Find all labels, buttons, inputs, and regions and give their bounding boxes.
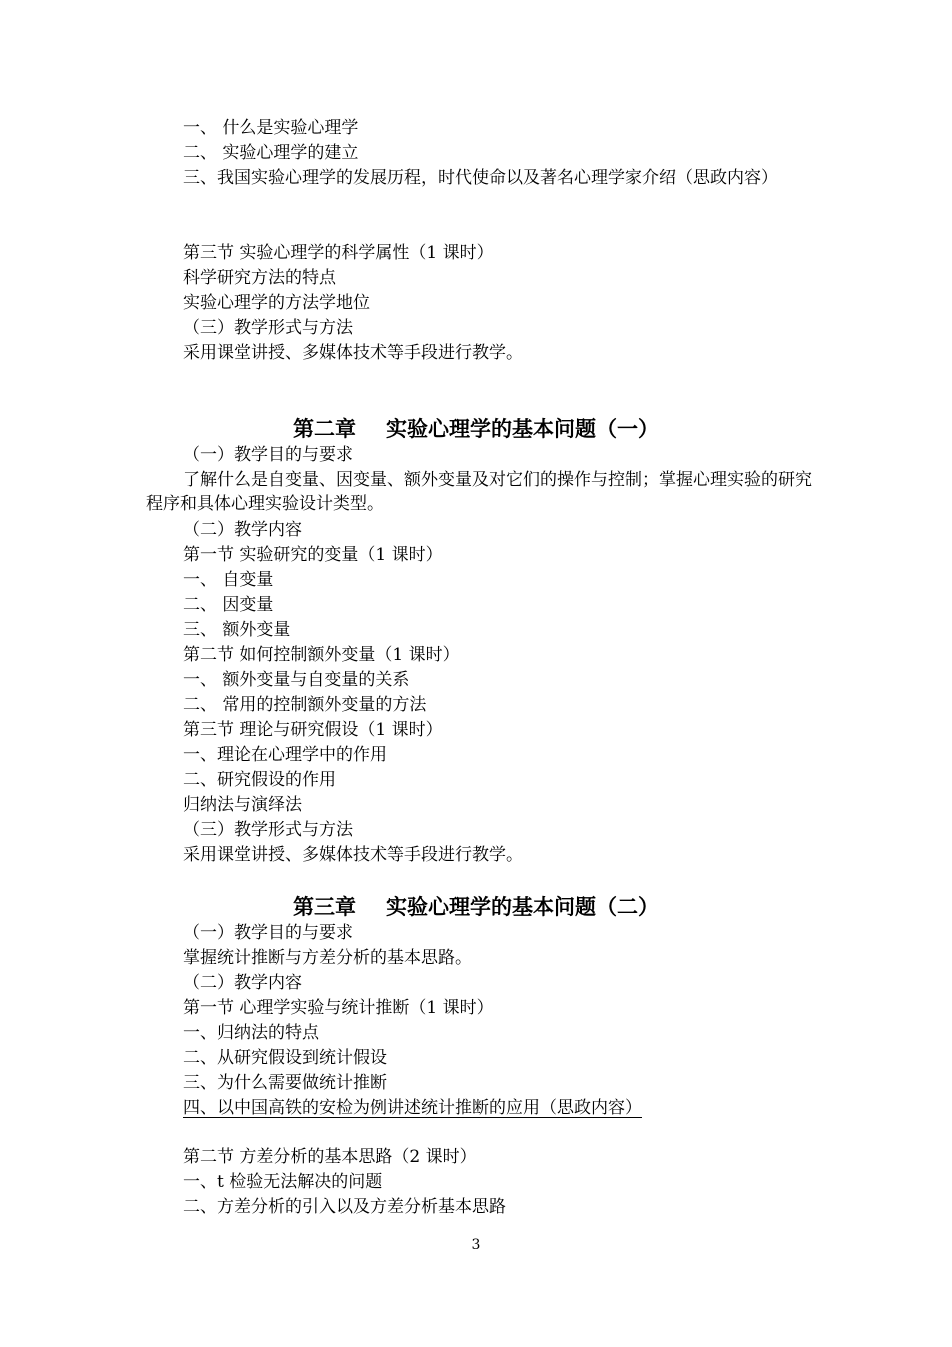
list-item: 一、 额外变量与自变量的关系 [183, 670, 410, 690]
content-heading: （二）教学内容 [183, 520, 302, 540]
section-title: 第三节 实验心理学的科学属性（1 课时） [183, 243, 494, 263]
list-item: 一、t 检验无法解决的问题 [183, 1172, 383, 1192]
list-item: 二、 实验心理学的建立 [183, 143, 359, 163]
chapter-name: 实验心理学的基本问题（二） [386, 894, 659, 919]
goal-text: 掌握统计推断与方差分析的基本思路。 [183, 948, 472, 968]
goal-text: 了解什么是自变量、因变量、额外变量及对它们的操作与控制；掌握心理实验的研究程序和具体心理实验设计类型。 [146, 470, 812, 514]
section-title: 第二节 方差分析的基本思路（2 课时） [183, 1147, 477, 1167]
chapter-name: 实验心理学的基本问题（一） [386, 416, 659, 441]
method-text: 采用课堂讲授、多媒体技术等手段进行教学。 [183, 343, 523, 363]
list-item: 三、 额外变量 [183, 620, 291, 640]
chapter-number: 第二章 [293, 416, 356, 441]
list-item: 二、 因变量 [183, 595, 274, 615]
list-item-underlined: 四、以中国高铁的安检为例讲述统计推断的应用（思政内容） [183, 1098, 642, 1118]
list-item: 实验心理学的方法学地位 [183, 293, 370, 313]
section-title: 第三节 理论与研究假设（1 课时） [183, 720, 443, 740]
chapter-title [0, 894, 952, 920]
list-item: 二、研究假设的作用 [183, 770, 336, 790]
section-title: 第二节 如何控制额外变量（1 课时） [183, 645, 460, 665]
list-item: 三、为什么需要做统计推断 [183, 1073, 387, 1093]
method-heading: （三）教学形式与方法 [183, 318, 353, 338]
list-item: 二、方差分析的引入以及方差分析基本思路 [183, 1197, 506, 1217]
goal-heading: （一）教学目的与要求 [183, 445, 353, 465]
list-item: 一、 什么是实验心理学 [183, 118, 359, 138]
list-item: 一、理论在心理学中的作用 [183, 745, 387, 765]
list-item: 科学研究方法的特点 [183, 268, 336, 288]
page-number: 3 [471, 1237, 481, 1253]
section-title: 第一节 实验研究的变量（1 课时） [183, 545, 443, 565]
method-heading: （三）教学形式与方法 [183, 820, 353, 840]
section-title: 第一节 心理学实验与统计推断（1 课时） [183, 998, 494, 1018]
list-item: 一、归纳法的特点 [183, 1023, 319, 1043]
list-item: 三、我国实验心理学的发展历程，时代使命以及著名心理学家介绍（思政内容） [183, 168, 778, 188]
list-item: 二、 常用的控制额外变量的方法 [183, 695, 427, 715]
content-heading: （二）教学内容 [183, 973, 302, 993]
method-text: 采用课堂讲授、多媒体技术等手段进行教学。 [183, 845, 523, 865]
list-item: 一、 自变量 [183, 570, 274, 590]
chapter-number: 第三章 [293, 894, 356, 919]
chapter-title [0, 416, 952, 442]
list-item: 二、从研究假设到统计假设 [183, 1048, 387, 1068]
goal-heading: （一）教学目的与要求 [183, 923, 353, 943]
list-item: 归纳法与演绎法 [183, 795, 302, 815]
